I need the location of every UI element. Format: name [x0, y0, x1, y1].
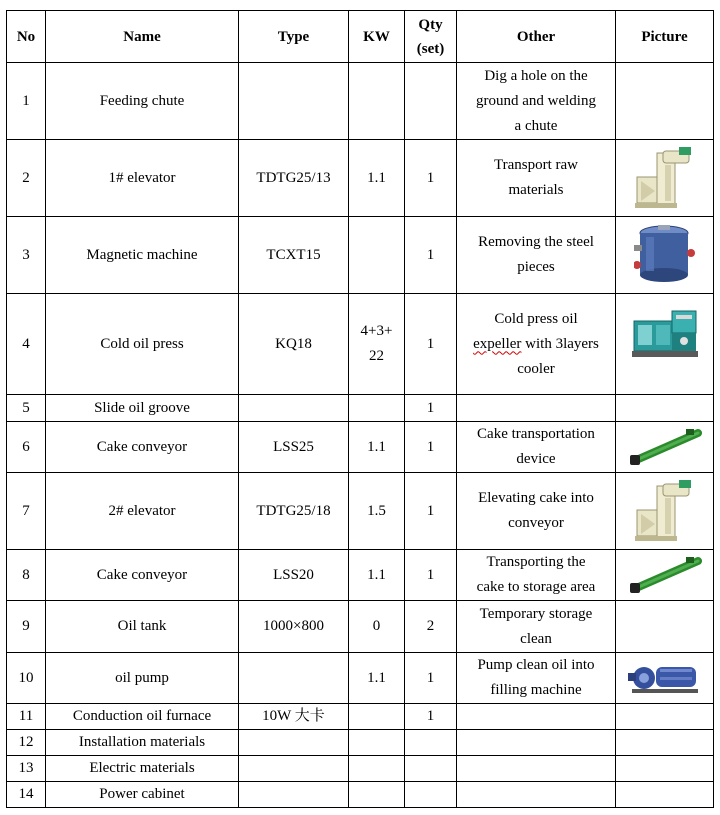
other-line: cake to storage area: [476, 579, 596, 595]
cell-no: 4: [7, 294, 46, 395]
other-line: Cake transportation: [477, 426, 595, 442]
other-line: conveyor: [508, 515, 564, 531]
cell-other: [457, 140, 616, 217]
cell-qty: [405, 756, 457, 782]
equipment-list-document: [6, 10, 714, 808]
cell-type: KQ18: [239, 294, 349, 395]
cell-kw: [349, 756, 405, 782]
table-row: [7, 63, 714, 140]
cell-qty: 1: [405, 422, 457, 473]
other-line: a chute: [514, 117, 558, 134]
cell-no: 13: [7, 756, 46, 782]
cell-other: [457, 601, 616, 653]
other-line: pieces: [517, 259, 555, 275]
cell-no: 2: [7, 140, 46, 217]
cell-no: 12: [7, 730, 46, 756]
cell-kw: [349, 395, 405, 422]
cell-qty: 1: [405, 140, 457, 217]
cell-picture: [616, 140, 714, 217]
header-name: Name: [46, 11, 239, 63]
cell-no: 11: [7, 704, 46, 730]
cell-name: Cake conveyor: [46, 422, 239, 473]
cell-kw: [349, 63, 405, 140]
other-line: Dig a hole on the: [484, 67, 588, 84]
cell-picture: [616, 730, 714, 756]
cell-type: 10W 大卡: [239, 704, 349, 730]
cell-type: LSS20: [239, 550, 349, 601]
cell-picture: [616, 653, 714, 704]
cell-type: LSS25: [239, 422, 349, 473]
screw-conveyor-icon: [628, 555, 702, 595]
cell-qty: 1: [405, 550, 457, 601]
cell-picture: [616, 782, 714, 808]
cell-no: 6: [7, 422, 46, 473]
cell-picture: [616, 756, 714, 782]
table-row: [7, 782, 714, 808]
header-kw: KW: [349, 11, 405, 63]
other-line: clean: [520, 630, 552, 647]
header-no: No: [7, 11, 46, 63]
cell-type: TDTG25/13: [239, 140, 349, 217]
cell-name: Oil tank: [46, 601, 239, 653]
cell-other: [457, 782, 616, 808]
cell-type: [239, 395, 349, 422]
cell-qty: 1: [405, 294, 457, 395]
cell-name: Cold oil press: [46, 294, 239, 395]
cell-no: 7: [7, 473, 46, 550]
cell-other: [457, 473, 616, 550]
table-row: [7, 756, 714, 782]
table-row: [7, 294, 714, 395]
cell-picture: [616, 473, 714, 550]
table-row: [7, 704, 714, 730]
kw-line: 4+3+: [360, 323, 393, 339]
table-row: [7, 217, 714, 294]
cell-kw: [349, 217, 405, 294]
cell-type: TDTG25/18: [239, 473, 349, 550]
cell-name: Feeding chute: [46, 63, 239, 140]
cell-qty: [405, 782, 457, 808]
cell-name: 2# elevator: [46, 473, 239, 550]
other-line: cooler: [517, 360, 555, 377]
cell-other: [457, 395, 616, 422]
cell-picture: [616, 550, 714, 601]
misspelled-word: expeller: [473, 335, 522, 352]
cell-qty: [405, 63, 457, 140]
cell-kw: 1.1: [349, 653, 405, 704]
table-row: [7, 473, 714, 550]
header-other: Other: [457, 11, 616, 63]
cell-type: 1000×800: [239, 601, 349, 653]
cell-type: [239, 730, 349, 756]
cell-name: Slide oil groove: [46, 395, 239, 422]
cell-qty: 1: [405, 653, 457, 704]
cell-picture: [616, 422, 714, 473]
cell-type: [239, 63, 349, 140]
cell-other: [457, 217, 616, 294]
cell-kw: [349, 730, 405, 756]
cell-name: Power cabinet: [46, 782, 239, 808]
cell-name: Electric materials: [46, 756, 239, 782]
cell-kw: 1.1: [349, 422, 405, 473]
cell-other: [457, 704, 616, 730]
cell-qty: 1: [405, 704, 457, 730]
screw-conveyor-icon: [628, 427, 702, 467]
cell-other: [457, 756, 616, 782]
other-line: Cold press oil: [494, 310, 578, 327]
cell-qty: 1: [405, 473, 457, 550]
cell-other: [457, 422, 616, 473]
cell-other: [457, 294, 616, 395]
other-line-rest: with 3layers: [521, 335, 599, 352]
cell-name: Cake conveyor: [46, 550, 239, 601]
cell-name: Conduction oil furnace: [46, 704, 239, 730]
table-row: [7, 550, 714, 601]
other-line: Transporting the: [486, 554, 586, 570]
table-row: [7, 601, 714, 653]
header-picture: Picture: [616, 11, 714, 63]
cell-name: Magnetic machine: [46, 217, 239, 294]
cell-type: [239, 653, 349, 704]
cell-type: [239, 756, 349, 782]
cell-picture: [616, 63, 714, 140]
other-line: Pump clean oil into: [477, 657, 595, 673]
cell-kw: 1.1: [349, 140, 405, 217]
cell-type: [239, 782, 349, 808]
cell-no: 9: [7, 601, 46, 653]
header-row: [7, 11, 714, 63]
cell-type: TCXT15: [239, 217, 349, 294]
other-line: device: [516, 451, 556, 467]
kw-line: 22: [369, 348, 384, 364]
cell-kw: [349, 704, 405, 730]
other-line: materials: [508, 182, 564, 198]
cell-picture: [616, 704, 714, 730]
cell-kw: [349, 782, 405, 808]
bucket-elevator-icon: [635, 147, 695, 209]
cell-qty: 1: [405, 217, 457, 294]
other-line: [461, 332, 611, 357]
oil-press-machine-icon: [632, 307, 698, 359]
other-line: filling machine: [490, 682, 582, 698]
table-row: [7, 422, 714, 473]
cell-no: 5: [7, 395, 46, 422]
other-line: Removing the steel: [478, 234, 594, 250]
cell-no: 3: [7, 217, 46, 294]
header-qty: [405, 11, 457, 63]
cell-no: 10: [7, 653, 46, 704]
cell-qty: 1: [405, 395, 457, 422]
cell-name: oil pump: [46, 653, 239, 704]
table-row: [7, 395, 714, 422]
cell-kw: [349, 294, 405, 395]
cell-no: 8: [7, 550, 46, 601]
cell-picture: [616, 601, 714, 653]
cell-kw: 1.5: [349, 473, 405, 550]
other-line: ground and welding: [476, 92, 596, 109]
table-row: [7, 730, 714, 756]
cell-other: [457, 653, 616, 704]
equipment-table: [6, 10, 714, 808]
table-row: [7, 653, 714, 704]
table-row: [7, 140, 714, 217]
cell-name: 1# elevator: [46, 140, 239, 217]
cell-picture: [616, 294, 714, 395]
cell-kw: 0: [349, 601, 405, 653]
other-line: Elevating cake into: [478, 490, 594, 506]
header-qty-line1: Qty: [418, 16, 443, 33]
cell-no: 1: [7, 63, 46, 140]
header-qty-line2: (set): [416, 40, 445, 57]
cell-no: 14: [7, 782, 46, 808]
cell-other: [457, 550, 616, 601]
cell-kw: 1.1: [349, 550, 405, 601]
cell-picture: [616, 395, 714, 422]
bucket-elevator-icon: [635, 480, 695, 542]
header-type: Type: [239, 11, 349, 63]
other-line: Temporary storage: [479, 605, 593, 622]
cell-qty: 2: [405, 601, 457, 653]
cell-other: [457, 63, 616, 140]
cell-name: Installation materials: [46, 730, 239, 756]
cell-qty: [405, 730, 457, 756]
magnetic-separator-icon: [634, 223, 696, 287]
oil-pump-icon: [626, 661, 704, 695]
cell-picture: [616, 217, 714, 294]
other-line: Transport raw: [493, 157, 579, 173]
cell-other: [457, 730, 616, 756]
